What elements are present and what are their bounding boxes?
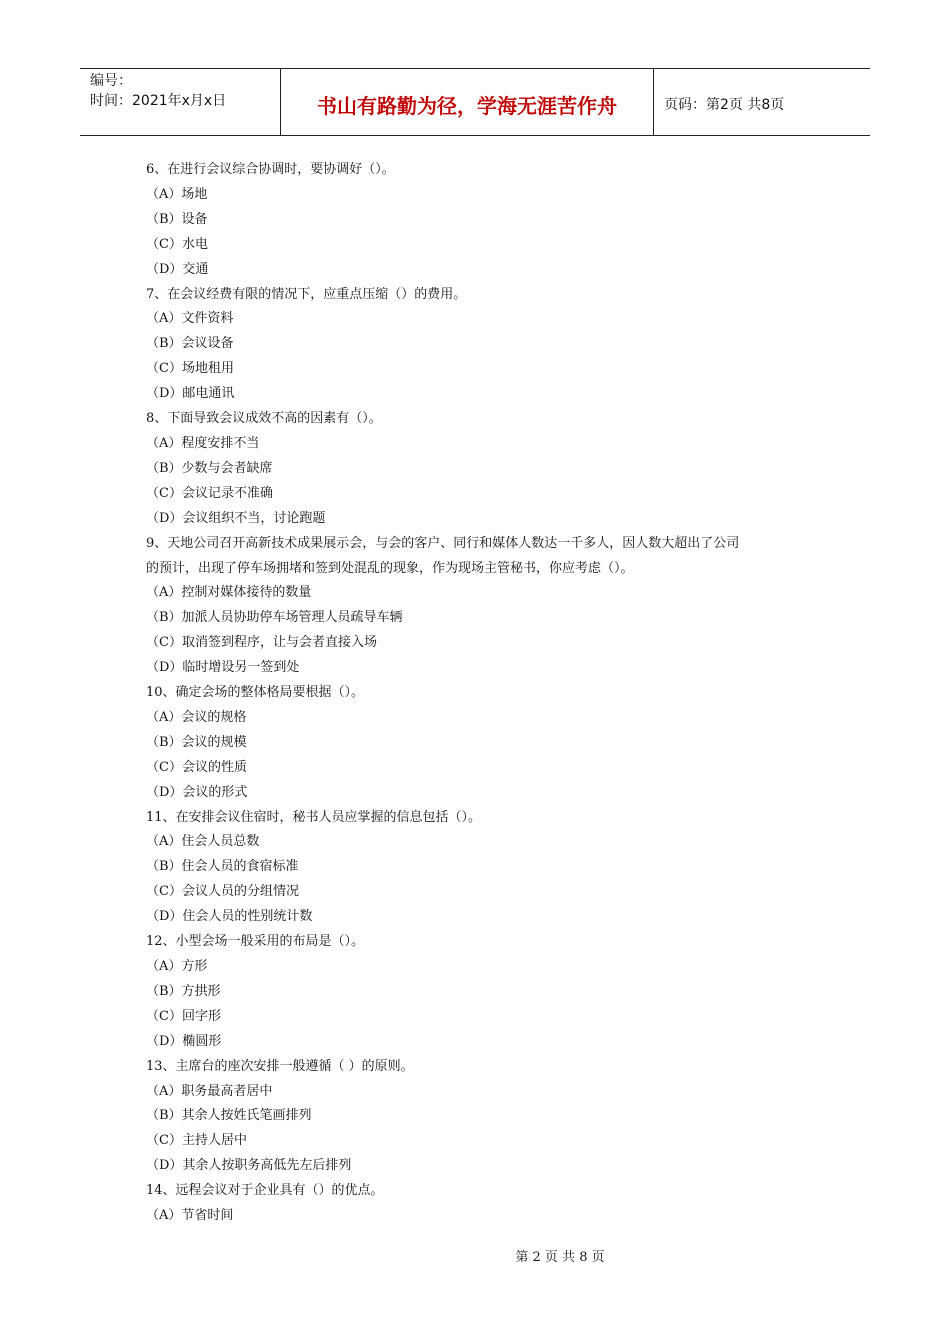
header-meta [80, 69, 281, 135]
question-10: 10、确定会场的整体格局要根据（）。 [146, 685, 365, 701]
question-9-line-1: 9、天地公司召开高新技术成果展示会，与会的客户、同行和媒体人数达一千多人，因人数大超出了公司 [146, 535, 740, 551]
time-label: 时间：2021年x月x日 [90, 93, 227, 109]
option-7b: （B）会议设备 [146, 336, 234, 352]
option-8d: （D）会议组织不当，讨论跑题 [146, 510, 326, 526]
option-13a: （A）职务最高者居中 [146, 1083, 273, 1099]
question-list [146, 158, 826, 1229]
header-page-info: 页码：第2页 共8页 [664, 97, 785, 113]
option-6d: （D）交通 [146, 261, 209, 277]
option-12a: （A）方形 [146, 959, 208, 974]
question-12: 12、小型会场一般采用的布局是（）。 [146, 934, 365, 950]
option-6b: （B）设备 [146, 211, 208, 227]
option-10b: （B）会议的规模 [146, 734, 247, 750]
option-10c: （C）会议的性质 [146, 759, 247, 775]
option-6c: （C）水电 [146, 236, 208, 252]
option-10a: （A）会议的规格 [146, 709, 247, 725]
option-7a: （A）文件资料 [146, 311, 234, 327]
question-13: 13、主席台的座次安排一般遵循（ ）的原则。 [146, 1058, 414, 1074]
option-10d: （D）会议的形式 [146, 784, 248, 800]
option-9b: （B）加派人员协助停车场管理人员疏导车辆 [146, 610, 403, 626]
option-9d: （D）临时增设另一签到处 [146, 660, 300, 676]
option-8b: （B）少数与会者缺席 [146, 460, 273, 476]
page-footer [0, 1246, 950, 1265]
question-9-line-2: 的预计，出现了停车场拥堵和签到处混乱的现象，作为现场主管秘书，你应考虑（）。 [146, 560, 634, 576]
option-12d: （D）椭圆形 [146, 1033, 222, 1049]
option-11a: （A）住会人员总数 [146, 834, 260, 850]
option-13b: （B）其余人按姓氏笔画排列 [146, 1108, 312, 1124]
option-11d: （D）住会人员的性别统计数 [146, 909, 313, 925]
header-motto: 书山有路勤为径，学海无涯苦作舟 [281, 69, 654, 135]
option-13c: （C）主持人居中 [146, 1133, 247, 1149]
question-7: 7、在会议经费有限的情况下，应重点压缩（）的费用。 [146, 286, 467, 302]
option-8c: （C）会议记录不准确 [146, 485, 273, 501]
option-8a: （A）程度安排不当 [146, 435, 260, 451]
option-9c: （C）取消签到程序，让与会者直接入场 [146, 635, 377, 651]
option-12b: （B）方拱形 [146, 983, 221, 999]
question-6: 6、在进行会议综合协调时，要协调好（）。 [146, 162, 395, 177]
option-14a: （A）节省时间 [146, 1208, 234, 1224]
option-13d: （D）其余人按职务高低先左后排列 [146, 1158, 352, 1174]
option-12c: （C）回字形 [146, 1008, 221, 1024]
option-7d: （D）邮电通讯 [146, 386, 235, 402]
question-11: 11、在安排会议住宿时，秘书人员应掌握的信息包括（）。 [146, 809, 482, 825]
option-11b: （B）住会人员的食宿标准 [146, 859, 299, 875]
option-9a: （A）控制对媒体接待的数量 [146, 585, 312, 601]
option-7c: （C）场地租用 [146, 361, 234, 377]
option-6a: （A）场地 [146, 186, 208, 202]
question-8: 8、下面导致会议成效不高的因素有（）。 [146, 411, 382, 427]
question-14: 14、远程会议对于企业具有（）的优点。 [146, 1183, 384, 1199]
number-label: 编号： [90, 73, 132, 89]
option-11c: （C）会议人员的分组情况 [146, 884, 299, 900]
page-header [80, 68, 870, 136]
footer-page-number: 第 2 页 共 8 页 [515, 1250, 605, 1265]
